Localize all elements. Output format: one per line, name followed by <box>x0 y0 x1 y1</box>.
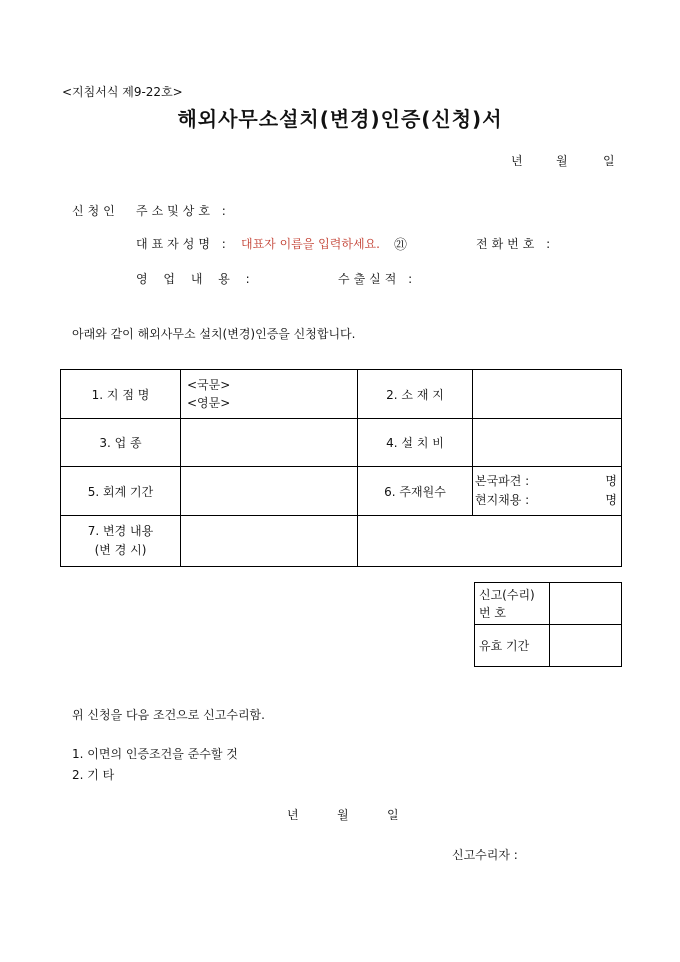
seal-mark: ㉑ <box>394 238 408 253</box>
report-number-label-line1: 신고(수리) <box>479 587 535 602</box>
representative-label: 대표자성명 : <box>136 237 230 251</box>
branch-name-field[interactable] <box>181 370 358 419</box>
bottom-date-month-label: 월 <box>337 808 349 822</box>
fiscal-period-field[interactable] <box>181 467 358 516</box>
staff-count-field[interactable] <box>473 467 622 516</box>
applicant-label: 신청인 <box>72 204 119 218</box>
representative-name-input[interactable]: 대표자 이름을 입력하세요. <box>241 237 380 251</box>
industry-field[interactable] <box>181 419 358 467</box>
change-content-label-line1: 7. 변경 내용 <box>87 524 154 538</box>
valid-period-label: 유효 기간 <box>475 625 550 667</box>
industry-label: 3. 업 종 <box>61 419 181 467</box>
table-row <box>61 516 622 567</box>
phone-label: 전화번호 : <box>476 237 555 251</box>
change-content-field[interactable] <box>181 516 358 567</box>
fiscal-period-label: 5. 회계 기간 <box>61 467 181 516</box>
acceptance-statement: 위 신청을 다음 조건으로 신고수리함. <box>72 708 265 722</box>
form-code: <지침서식 제9-22호> <box>62 85 183 99</box>
branch-name-en-label: <영문> <box>187 396 231 410</box>
bottom-date-year-label: 년 <box>287 808 299 822</box>
application-table <box>60 369 622 567</box>
setup-cost-field[interactable] <box>473 419 622 467</box>
condition-2: 2. 기 타 <box>72 768 115 782</box>
address-label: 주소및상호 : <box>136 204 230 218</box>
branch-name-kr-label: <국문> <box>187 378 231 392</box>
change-content-label <box>61 516 181 567</box>
export-record-label: 수출실적 : <box>338 272 417 286</box>
intro-text: 아래와 같이 해외사무소 설치(변경)인증을 신청합니다. <box>72 327 356 341</box>
staff-count-label: 6. 주재원수 <box>358 467 473 516</box>
change-content-label-line2: (변 경 시) <box>94 543 147 557</box>
date-month-label: 월 <box>556 154 568 168</box>
receiver-label: 신고수리자 : <box>452 848 518 862</box>
date-day-label: 일 <box>603 154 615 168</box>
change-content-extra-field[interactable] <box>358 516 622 567</box>
staff-dispatched-label: 본국파견 : <box>475 474 530 488</box>
bottom-date-day-label: 일 <box>387 808 399 822</box>
condition-1: 1. 이면의 인증조건을 준수할 것 <box>72 747 238 761</box>
page-title: 해외사무소설치(변경)인증(신청)서 <box>177 107 503 131</box>
report-number-field[interactable] <box>550 583 622 625</box>
location-field[interactable] <box>473 370 622 419</box>
table-row <box>475 583 622 625</box>
table-row <box>61 370 622 419</box>
date-year-label: 년 <box>511 154 523 168</box>
staff-local-label: 현지채용 : <box>475 493 530 507</box>
valid-period-field[interactable] <box>550 625 622 667</box>
table-row <box>61 467 622 516</box>
table-row <box>61 419 622 467</box>
branch-name-label: 1. 지 점 명 <box>61 370 181 419</box>
staff-local-unit: 명 <box>605 493 617 507</box>
report-number-table <box>474 582 622 667</box>
staff-dispatched-unit: 명 <box>605 474 617 488</box>
location-label: 2. 소 재 지 <box>358 370 473 419</box>
setup-cost-label: 4. 설 치 비 <box>358 419 473 467</box>
report-number-label-line2: 번 호 <box>479 605 506 620</box>
business-content-label: 영 업 내 용 : <box>136 272 256 286</box>
table-row <box>475 625 622 667</box>
report-number-label <box>475 583 550 625</box>
